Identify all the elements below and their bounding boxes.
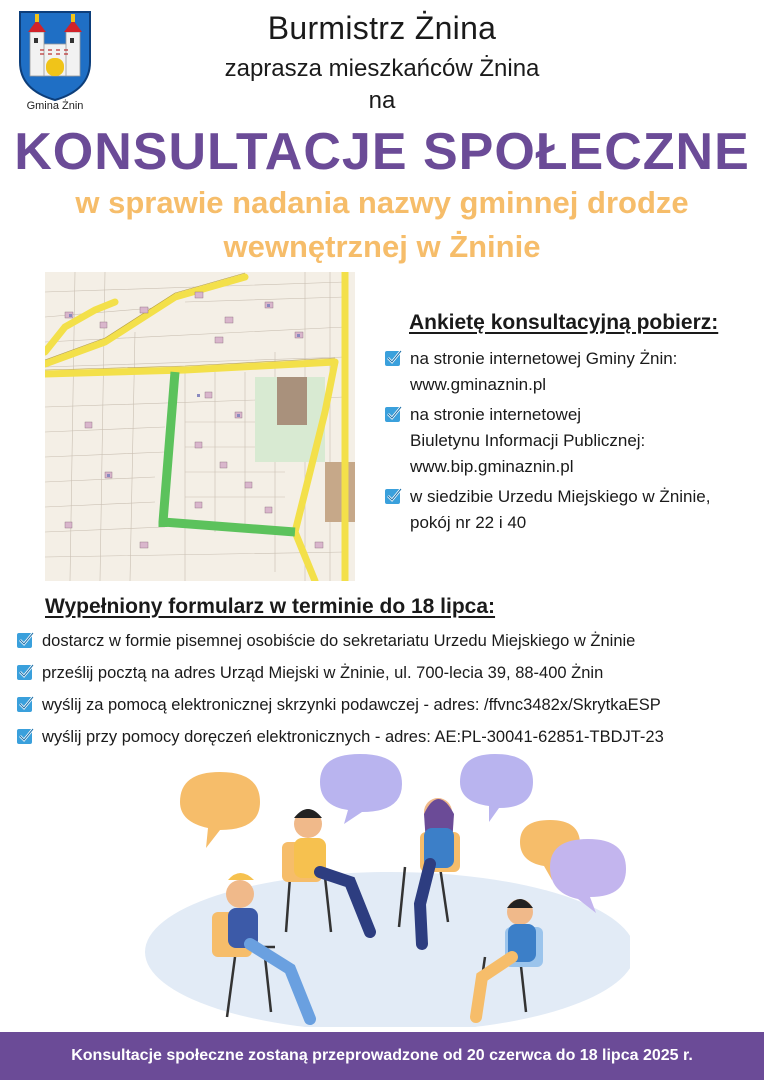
subtitle-line-2: wewnętrznej w Żninie (223, 229, 541, 264)
check-icon (384, 405, 402, 423)
form-item-text: wyślij za pomocą elektronicznej skrzynki podawczej - adres: /ffvnc3482x/SkrytkaESP (42, 696, 661, 714)
check-icon (384, 349, 402, 367)
check-icon (16, 695, 34, 713)
survey-item-link[interactable]: www.gminaznin.pl (410, 375, 547, 394)
mayor-heading: Burmistrz Żnina (267, 10, 497, 46)
form-item-epuap (16, 693, 756, 725)
survey-item-line: na stronie internetowej (410, 405, 582, 424)
form-item-text: dostarcz w formie pisemnej osobiście do sekretariatu Urzedu Miejskiego w Żninie (42, 632, 636, 650)
survey-item-line: w siedzibie Urzedu Miejskiego w Żninie, (410, 487, 711, 506)
check-icon (16, 663, 34, 681)
survey-list (384, 346, 754, 540)
survey-item-line: Biuletynu Informacji Publicznej: (410, 431, 646, 450)
survey-item-line: pokój nr 22 i 40 (410, 513, 527, 532)
survey-item-link[interactable]: www.bip.gminaznin.pl (410, 457, 574, 476)
na-line: na (368, 87, 396, 114)
footer-banner: Konsultacje społeczne zostaną przeprowadzone od 20 czerwca do 18 lipca 2025 r. (0, 1032, 764, 1080)
form-heading: Wypełniony formularz w terminie do 18 lipca: (45, 595, 496, 618)
crest-label: Gmina Żnin (26, 100, 84, 112)
people-discussion-illustration (140, 752, 630, 1027)
form-item-in-person (16, 629, 756, 661)
check-icon (384, 487, 402, 505)
subtitle-line-1: w sprawie nadania nazwy gminnej drodze (75, 185, 689, 220)
survey-item-office (384, 484, 754, 536)
check-icon (16, 727, 34, 745)
survey-item-bip (384, 402, 754, 480)
survey-item-website (384, 346, 754, 398)
form-list (16, 629, 756, 757)
invite-line: zaprasza mieszkańców Żnina (224, 55, 540, 82)
form-item-text: prześlij pocztą na adres Urząd Miejski w Żninie, ul. 700-lecia 39, 88-400 Żnin (42, 664, 604, 682)
form-item-text: wyślij przy pomocy doręczeń elektronicznych - adres: AE:PL-30041-62851-TBDJT-23 (42, 728, 664, 746)
check-icon (16, 631, 34, 649)
form-item-post (16, 661, 756, 693)
survey-item-line: na stronie internetowej Gminy Żnin: (410, 349, 678, 368)
page-title: KONSULTACJE SPOŁECZNE (14, 123, 750, 181)
survey-heading: Ankietę konsultacyjną pobierz: (409, 311, 719, 334)
map-image (45, 272, 355, 581)
